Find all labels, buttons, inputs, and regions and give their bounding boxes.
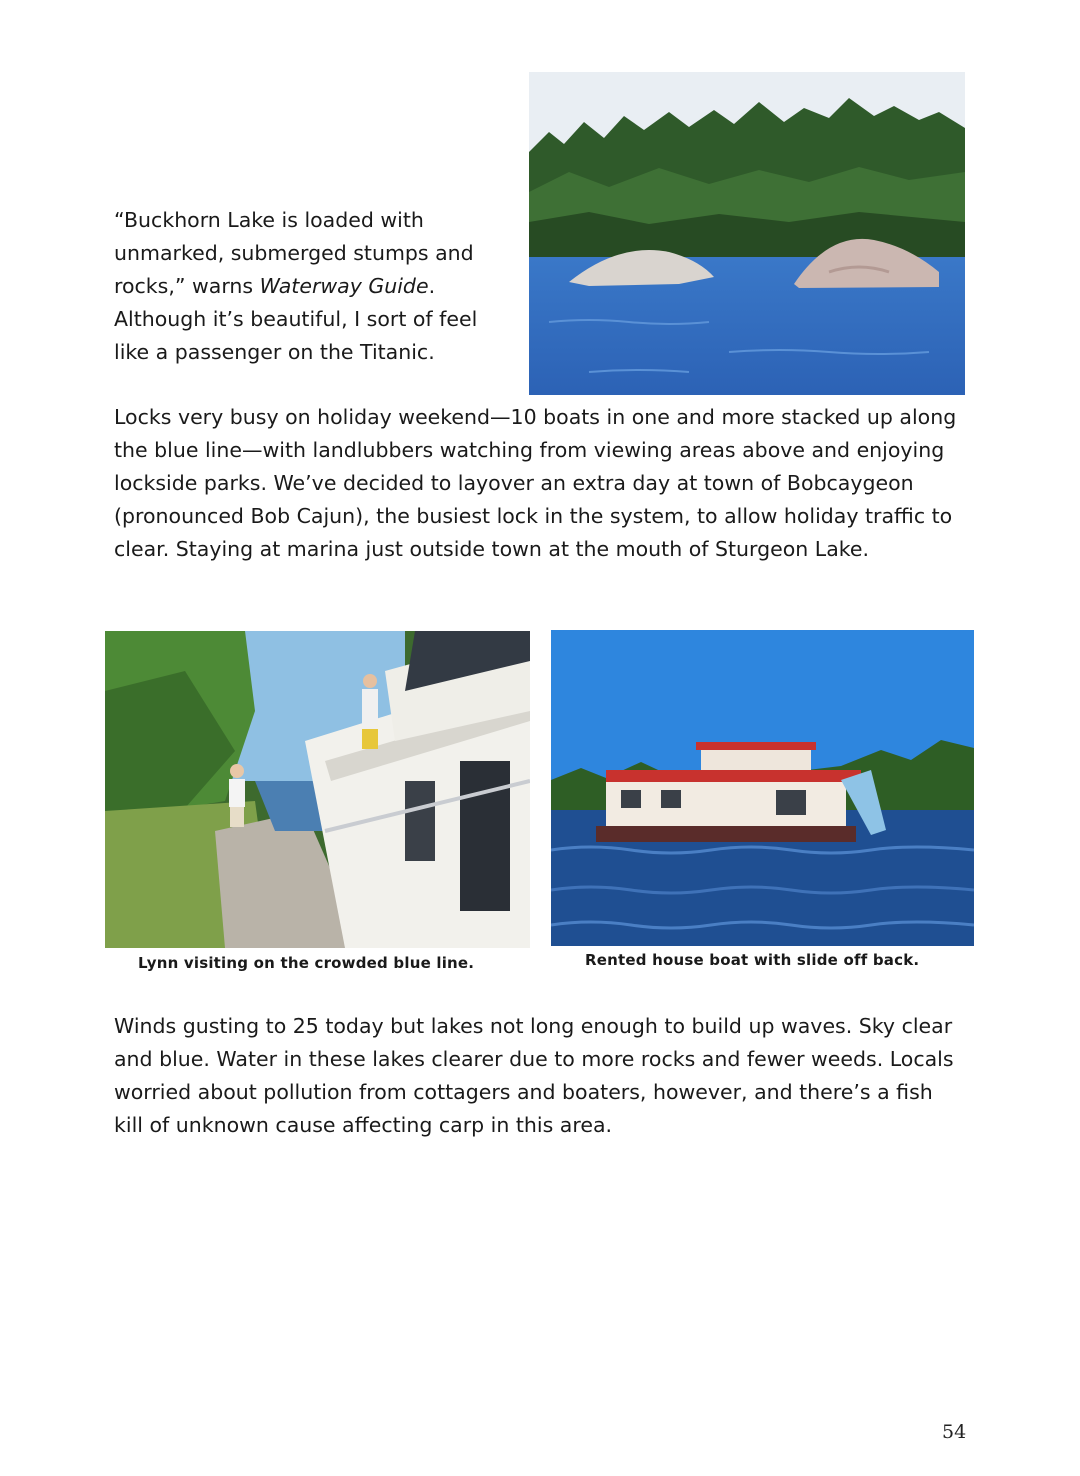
locks-paragraph: Locks very busy on holiday weekend—10 boats in one and more stacked up along the blue line—with landlubbers watching from viewing areas above and enjoying lockside parks. We’ve decided to layover an extra day at town of Bobcaygeon (pronounced Bob Cajun), the busiest lock in the system, to allow holiday traffic to clear. Staying at marina just outside town at the mouth of Sturgeon Lake.: [114, 405, 957, 561]
buckhorn-lake-photo: [529, 72, 965, 395]
intro-quote: [114, 204, 514, 369]
intro-source-title: Waterway Guide: [259, 274, 429, 298]
lock-photo-caption: Lynn visiting on the crowded blue line.: [138, 954, 475, 972]
lock-photo: [105, 631, 530, 948]
houseboat-photo: [551, 630, 974, 946]
lock-image: [105, 631, 530, 948]
houseboat-image: [551, 630, 974, 946]
buckhorn-lake-image: [529, 72, 965, 395]
winds-paragraph: Winds gusting to 25 today but lakes not long enough to build up waves. Sky clear and blue. Water in these lakes clearer due to more rocks and fewer weeds. Locals worried about pollution from cottagers and boaters, however, and there’s a fish kill of unknown cause affecting carp in this area.: [114, 1014, 954, 1137]
intro-text-before: “Buckhorn Lake is loaded with unmarked, submerged stumps and rocks,” warns: [114, 208, 474, 298]
page-number: 54: [942, 1421, 967, 1443]
intro-text-after: . Although it’s beautiful, I sort of feel like a passenger on the Titanic.: [114, 274, 478, 364]
houseboat-photo-caption: Rented house boat with slide off back.: [585, 951, 920, 969]
